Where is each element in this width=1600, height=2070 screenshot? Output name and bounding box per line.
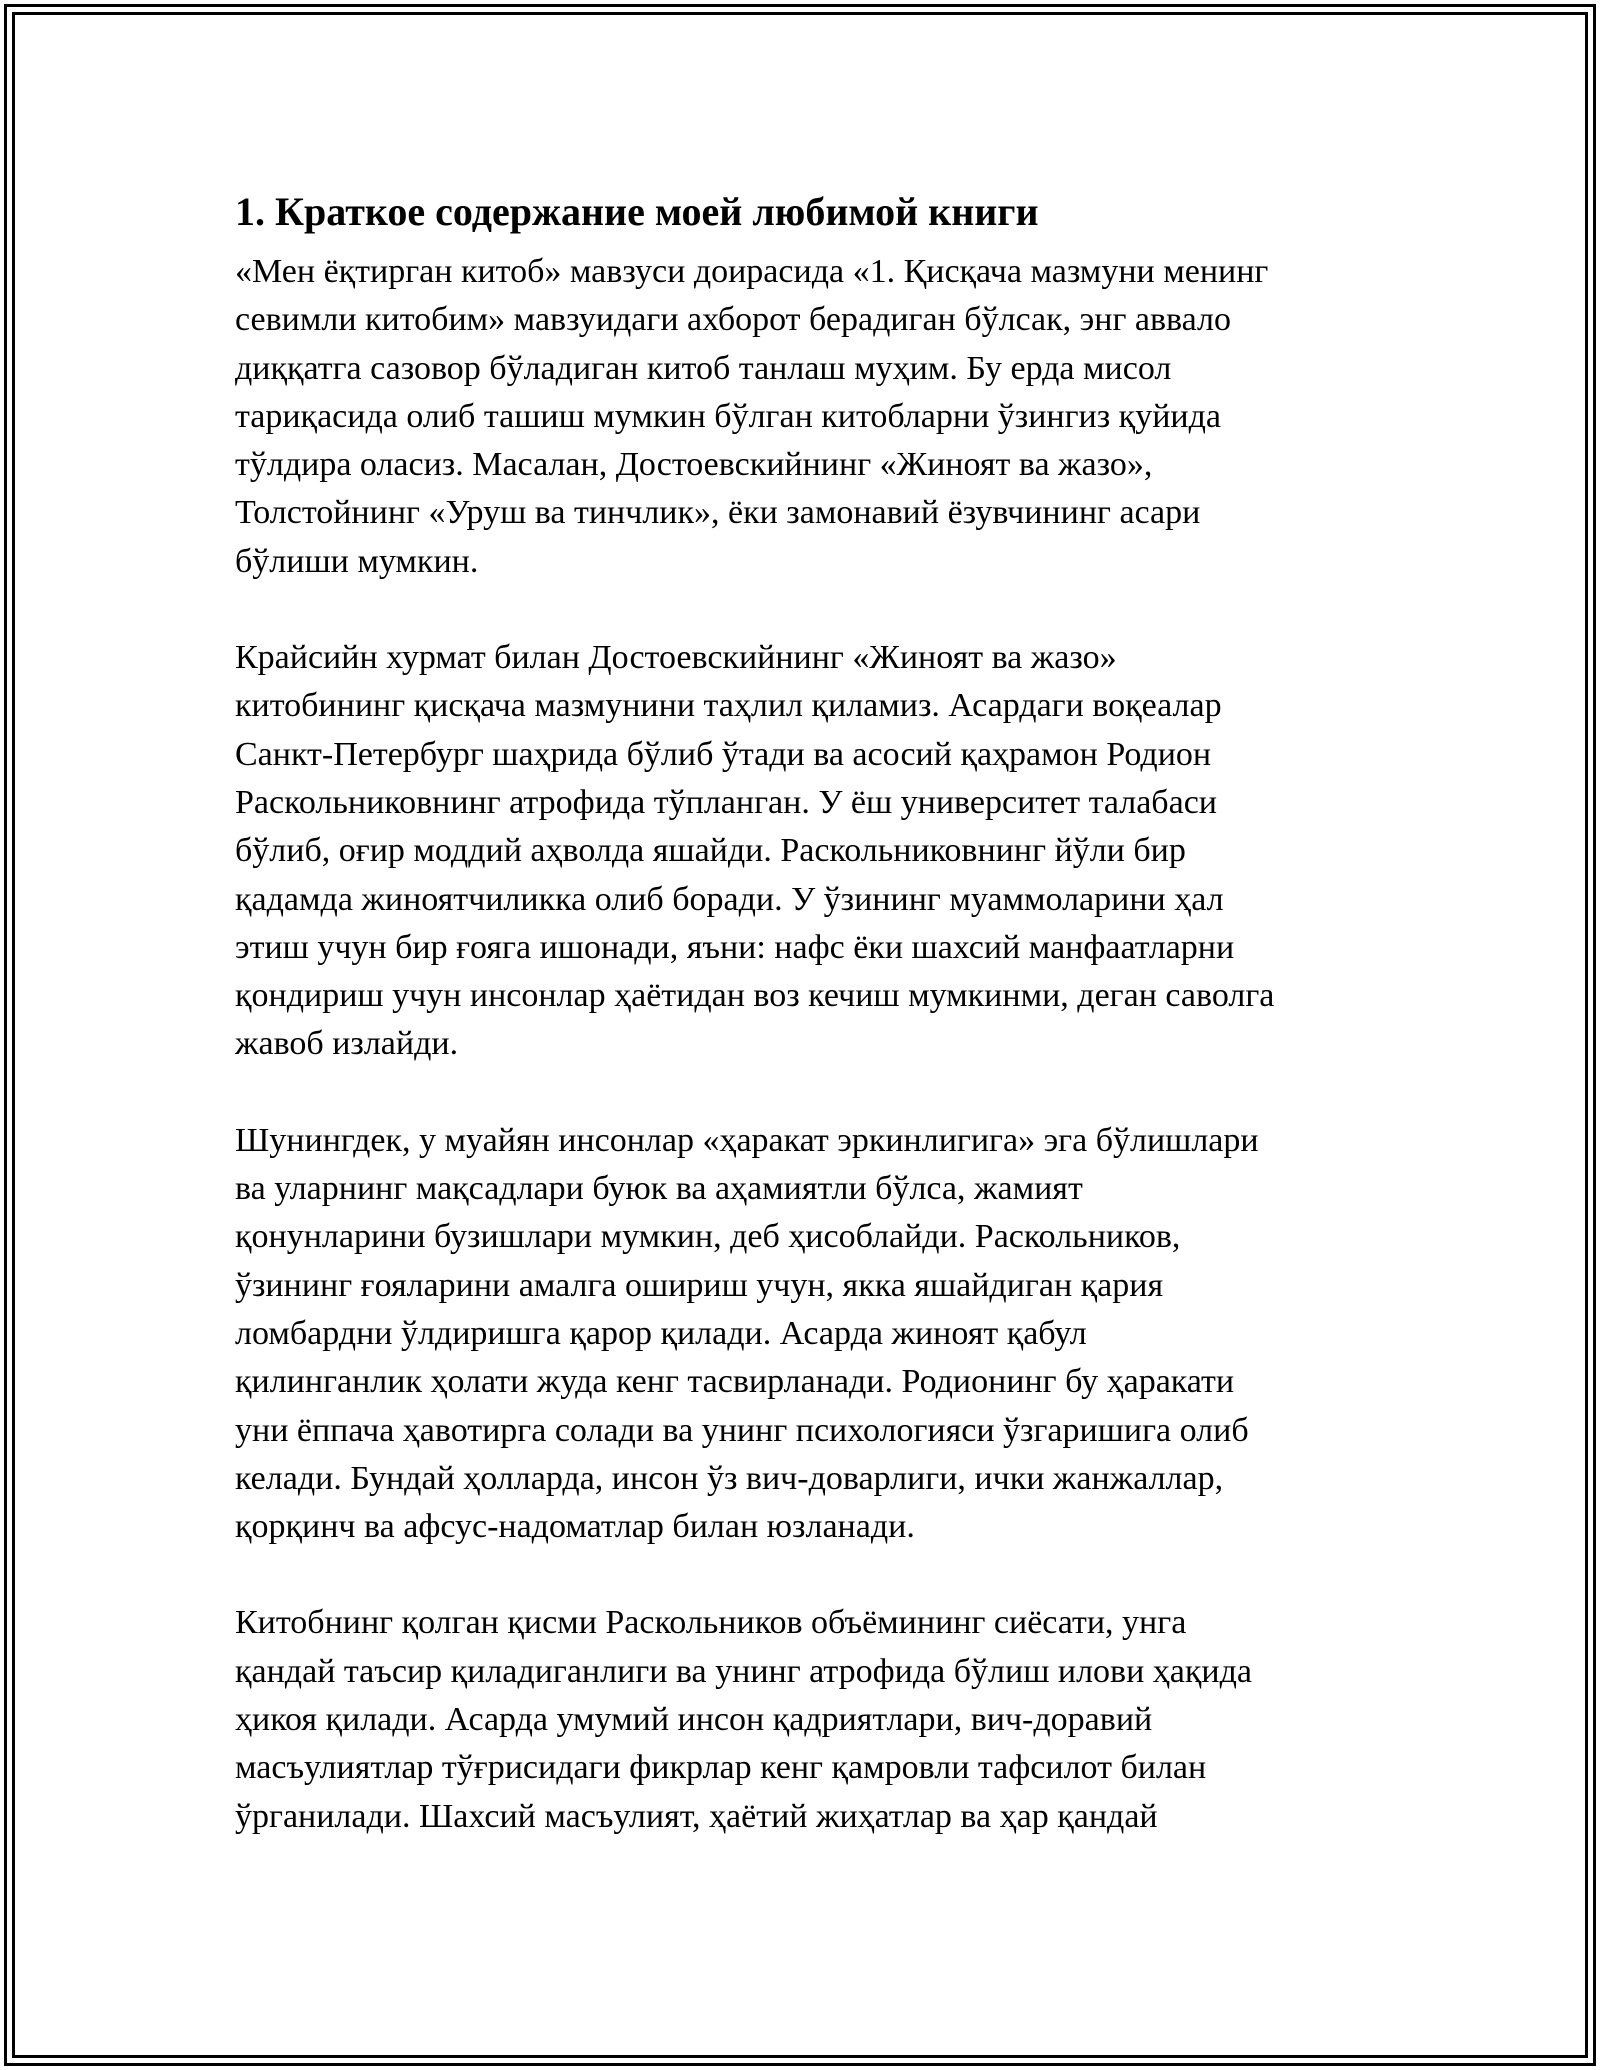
paragraph-4: Китобнинг қолган қисми Раскольников объёмининг сиёсати, унга қандай таъсир қиладиганлиги ва унинг атрофида бўлиш илови ҳақида ҳикоя қилади. Асарда умумий инсон қадриятлари, вич-доравий масъулиятлар тўғрисидаги фикрлар кенг қамровли тафсилот билан ўрганилади. Шахсий масъулият, ҳаётий жиҳатлар ва ҳар қандай xyxy=(235,1604,1252,1835)
paragraph-1: «Мен ёқтирган китоб» мавзуси доирасида «1. Қисқача мазмуни менинг севимли китобим» мавзуидаги ахборот берадиган бўлсак, энг аввало диққатга сазовор бўладиган китоб танлаш муҳим. Бу ерда мисол тариқасида олиб ташиш мумкин бўлган китобларни ўзингиз қуйида тўлдира оласиз. Масалан, Достоевскийнинг «Жиноят ва жазо», Толстойнинг «Уруш ва тинчлик», ёки замонавий ёзувчининг асари бўлиши мумкин. xyxy=(235,253,1269,580)
document-heading: 1. Краткое содержание моей любимой книги xyxy=(235,189,1039,234)
paragraph-2: Крайсийн хурмат билан Достоевскийнинг «Жиноят ва жазо» китобининг қисқача мазмунини таҳлил қиламиз. Асардаги воқеалар Санкт-Петербург шаҳрида бўлиб ўтади ва асосий қаҳрамон Родион Раскольниковнинг атрофида тўпланган. У ёш университет талабаси бўлиб, оғир моддий аҳволда яшайди. Раскольниковнинг йўли бир қадамда жиноятчиликка олиб боради. У ўзининг муаммоларини ҳал этиш учун бир ғояга ишонади, яъни: нафс ёки шахсий манфаатларни қондириш учун инсонлар ҳаётидан воз кечиш мумкинми, деган саволга жавоб излайди. xyxy=(235,639,1275,1063)
document-body xyxy=(235,188,1365,1889)
paragraph-3: Шунингдек, у муайян инсонлар «ҳаракат эркинлигига» эга бўлишлари ва уларнинг мақсадлари буюк ва аҳамиятли бўлса, жамият қонунларини бузишлари мумкин, деб ҳисоблайди. Раскольников, ўзининг ғояларини амалга ошириш учун, якка яшайдиган қария ломбардни ўлдиришга қарор қилади. Асарда жиноят қабул қилинганлик ҳолати жуда кенг тасвирланади. Родионинг бу ҳаракати уни ёппача ҳавотирга солади ва унинг психологияси ўзгаришига олиб келади. Бундай ҳолларда, инсон ўз вич-доварлиги, ички жанжаллар, қорқинч ва афсус-надоматлар билан юзланади. xyxy=(235,1121,1259,1546)
